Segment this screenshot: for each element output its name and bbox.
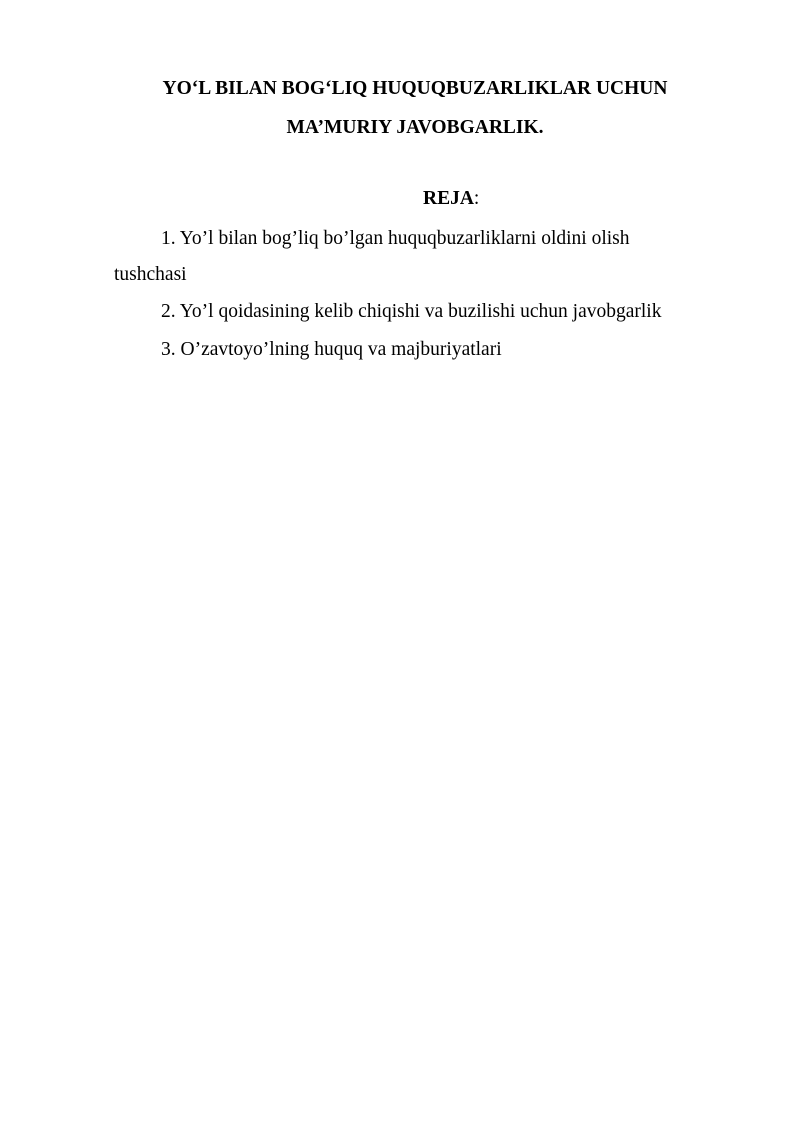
plan-heading-colon: :	[473, 188, 480, 209]
plan-heading	[423, 189, 479, 209]
document-title-line-2: MA’MURIY JAVOBGARLIK.	[286, 117, 544, 138]
plan-item-2: 2. Yo’l qoidasining kelib chiqishi va buzilishi uchun javobgarlik	[161, 301, 662, 322]
document-title-line-1: YO‘L BILAN BOG‘LIQ HUQUQBUZARLIKLAR UCHUN	[162, 78, 668, 99]
plan-item-3: 3. O’zavtoyo’lning huquq va majburiyatlari	[161, 339, 502, 360]
plan-item-1: 1. Yo’l bilan bog’liq bo’lgan huquqbuzarliklarni oldini olish	[161, 228, 630, 249]
plan-heading-text: REJA	[423, 188, 474, 209]
plan-item-1-continuation: tushchasi	[114, 264, 187, 285]
